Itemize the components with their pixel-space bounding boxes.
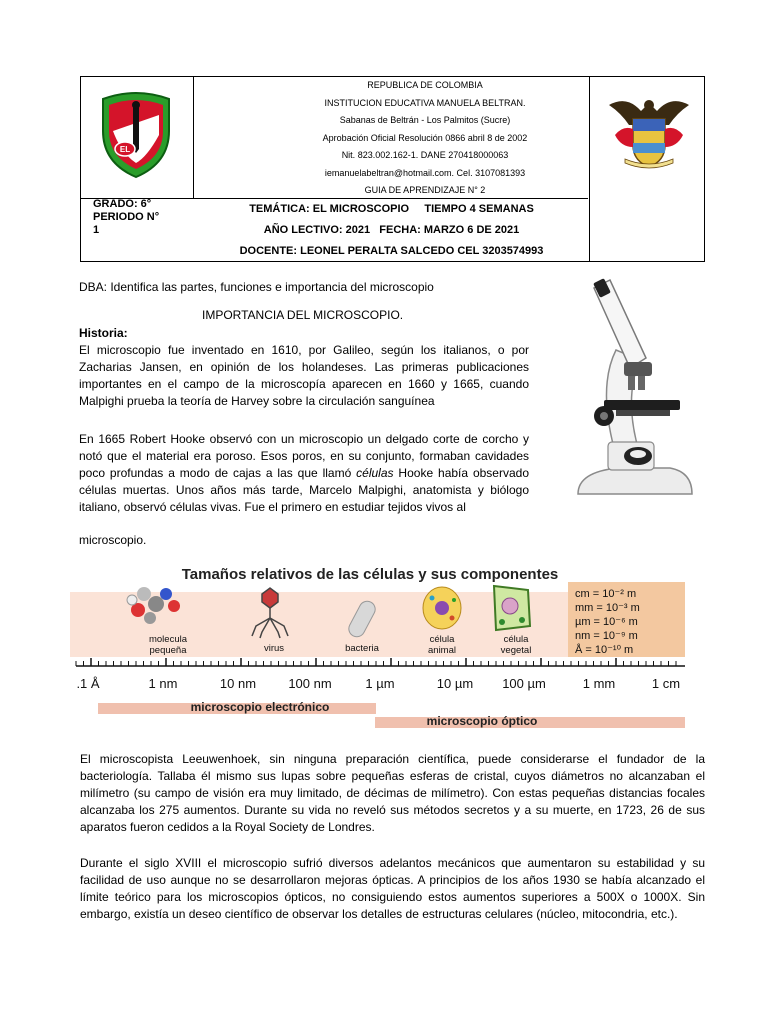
grade-label: GRADO: 6° — [93, 198, 152, 210]
scale-label: 1 µm — [365, 676, 395, 691]
topic-info — [194, 199, 589, 262]
molecule-label-2: pequeña — [149, 645, 187, 656]
header-table — [80, 76, 705, 262]
cell-size-figure — [70, 560, 690, 740]
scale-label: 10 µm — [436, 676, 474, 691]
period-number: 1 — [93, 224, 100, 236]
eighteenth-century-paragraph: Durante el siglo XVIII el microscopio sufrió diversos adelantos mecánicos que aumentaron su estabilidad y su facilidad de uso aunque no se desarrollaron mejoras ópticas. A principios de los años 1930 se había alcanzado el límite teórico para los microscopios ópticos, no consiguiendo estos aumentos superiores a 500X o 1000X. Sin embargo, existía un deseo científico de observar los detalles de estructuras celulares (núcleo, mitocondria, etc.). — [80, 856, 705, 921]
animal-cell-label: célula — [429, 634, 455, 645]
plant-cell-label-2: vegetal — [500, 645, 532, 656]
country-name: REPUBLICA DE COLOMBIA — [367, 80, 483, 90]
institution-info — [272, 77, 578, 200]
school-name: INSTITUCION EDUCATIVA MANUELA BELTRAN. — [324, 97, 526, 108]
coat-of-arms-icon — [607, 95, 691, 171]
virus-label: virus — [263, 643, 285, 654]
history-paragraph-2 — [79, 431, 529, 516]
unit-cm: cm = 10⁻² m — [575, 588, 637, 600]
grade-period — [93, 198, 193, 237]
scale-label: 1 nm — [148, 676, 178, 691]
history-paragraph-1: El microscopio fue inventado en 1610, por Galileo, según los italianos, o por Zacharias Jansen, en opinión de los holandeses. Las primeras publicaciones importantes en el campo de la microscopía aparecen en 1660 y 1665, cuando Malpighi prueba la teoría de Harvey sobre la circulación sanguínea — [79, 343, 529, 408]
paragraph-text: Hooke había observado células muertas. Unos años más tarde, Marcelo Malpighi, anatomista y biólogo italiano, observó células vivas. Fue el primero en estudiar tejidos vivos al — [79, 466, 529, 514]
nit-dane: Nit. 823.002.162-1. DANE 270418000063 — [341, 150, 509, 160]
contact-info: iemanuelabeltran@hotmail.com. Cel. 3107081393 — [324, 167, 526, 178]
leeuwenhoek-paragraph: El microscopista Leeuwenhoek, sin ninguna preparación científica, puede considerarse el fundador de la bacteriología. Tallaba él mismo sus lupas sobre pequeñas esferas de cristal, cuyos diámetros no alcanzaban el milímetro (su campo de visión era muy limitado, de décimas de milímetro). Con estas pequeñas distancias focales alcanzaba los 275 aumentos. Durante su vida no reveló sus métodos secretos y a su muerte, en 1723, 26 de sus aparatos fueron cedidos a la Royal Society de Londres. — [80, 752, 705, 834]
optical-microscope-label: microscopio óptico — [426, 714, 538, 728]
school-location: Sabanas de Beltrán - Los Palmitos (Sucre) — [339, 115, 511, 125]
logo-text: EL — [119, 145, 131, 154]
paragraph-italic-term: células — [356, 466, 394, 480]
dba-statement: DBA: Identifica las partes, funciones e importancia del microscopio — [79, 280, 434, 294]
teacher-line: DOCENTE: LEONEL PERALTA SALCEDO CEL 3203574993 — [239, 245, 544, 257]
molecule-label: molecula — [148, 634, 188, 645]
size-scale-axis — [76, 658, 685, 666]
figure-title: Tamaños relativos de las células y sus componentes — [181, 566, 559, 583]
history-paragraph-2-end: microscopio. — [79, 533, 147, 547]
header-divider — [193, 77, 194, 198]
unit-nm: nm = 10⁻⁹ m — [575, 630, 638, 642]
bacteria-label: bacteria — [345, 643, 379, 654]
animal-cell-icon — [423, 587, 461, 629]
official-approval: Aprobación Oficial Resolución 0866 abril 8 de 2002 — [322, 132, 528, 143]
section-title: IMPORTANCIA DEL MICROSCOPIO. — [202, 308, 404, 322]
scale-label: 10 nm — [219, 676, 257, 691]
unit-um: µm = 10⁻⁶ m — [575, 616, 638, 628]
scale-label: .1 Å — [76, 676, 100, 691]
school-logo — [97, 91, 175, 179]
paragraph-text: En 1665 Robert Hooke observó con un microscopio un delgado corte de corcho y notó que el material era poroso. Esos poros, en su conjunto, formaban cavidades poco profundas a modo de cajas a las que llamó — [79, 432, 529, 480]
topic-line: TEMÁTICA: EL MICROSCOPIO TIEMPO 4 SEMANAS — [249, 203, 534, 215]
scale-label: 1 cm — [651, 676, 681, 691]
microscope-image — [558, 276, 698, 504]
plant-cell-icon — [494, 586, 530, 630]
plant-cell-label: célula — [503, 634, 529, 645]
unit-mm: mm = 10⁻³ m — [575, 602, 640, 614]
unit-angstrom: Å = 10⁻¹⁰ m — [575, 644, 634, 656]
header-divider — [589, 77, 590, 261]
scale-label: 1 mm — [582, 676, 616, 691]
guide-number: GUIA DE APRENDIZAJE N° 2 — [364, 185, 486, 195]
animal-cell-label-2: animal — [428, 645, 456, 656]
scale-label: 100 µm — [502, 676, 546, 691]
history-heading: Historia: — [79, 326, 128, 340]
scale-label: 100 nm — [288, 676, 332, 691]
period-label: PERIODO N° — [93, 211, 160, 223]
school-year-line: AÑO LECTIVO: 2021 FECHA: MARZO 6 DE 2021 — [263, 224, 520, 236]
electron-microscope-label: microscopio electrónico — [190, 700, 330, 714]
